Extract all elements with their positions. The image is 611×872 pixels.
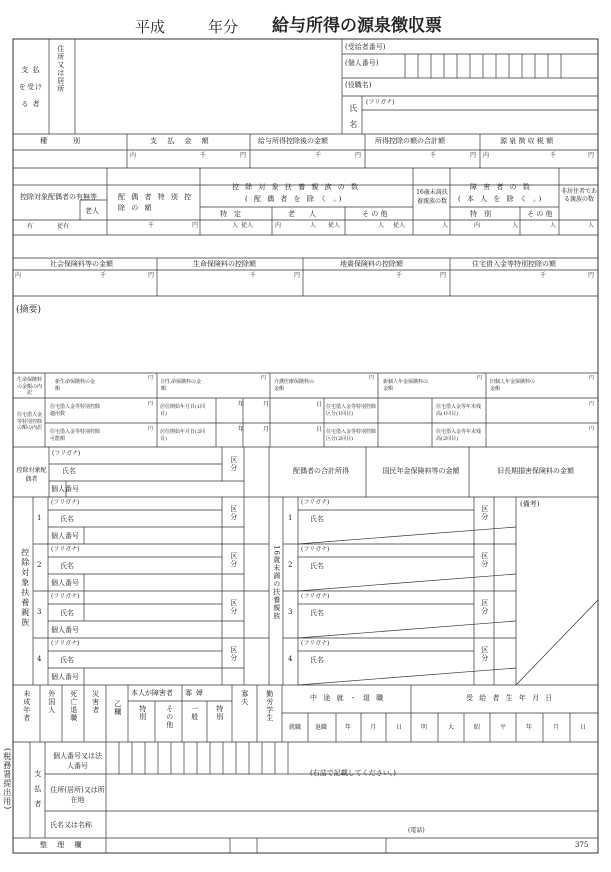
spouse-name-label: 氏名 (62, 467, 76, 475)
kubun-label: 区分 (480, 552, 489, 568)
birth-col: 明 (421, 724, 428, 731)
kubun-label: 区分 (229, 599, 238, 615)
loan-class-1-label: 住宅借入金等特別控除区分(1回目) (326, 404, 377, 417)
spouse-special-label: 配 偶 者 特 別 控 除 の 額 (118, 193, 194, 213)
earthquake-insurance-label: 地震保険料の控除額 (340, 260, 403, 268)
payer-label: 支払者 (33, 770, 42, 815)
era-label: 平成 (135, 18, 166, 36)
social-insurance-label: 社会保険料等の金額 (50, 260, 113, 268)
housing-loan-possible-label: 住宅借入金等特別控除可能額 (50, 429, 101, 442)
dependent-number: 3 (37, 608, 42, 616)
name-label: 氏名 (60, 609, 74, 617)
life-insurance-breakdown-label: 生命保険料の金額の内訳 (16, 377, 42, 396)
disabled-col-other: そ の 他 (527, 210, 553, 218)
right-align-note: (右詰で記載してください。) (310, 769, 396, 777)
pension-label: 国民年金保険料等の金額 (382, 467, 460, 475)
spouse-kubun-label: 区分 (229, 456, 238, 472)
furigana-label: (フリガナ) (301, 499, 330, 506)
value-unit: 千 (148, 222, 155, 229)
unit-label: 円 (355, 152, 362, 159)
dependent-number: 1 (37, 514, 42, 522)
name-label: 氏名 (60, 515, 74, 523)
value-unit: 人 (442, 222, 449, 229)
value-unit: 従有 (57, 223, 70, 230)
name-label: 氏名 (310, 609, 324, 617)
status-widower: 寡夫 (240, 690, 249, 706)
new-pension-insurance-label: 新個人年金保険料の金額 (383, 379, 429, 392)
old-long-insurance-label: 旧長期損害保険料の金額 (497, 467, 574, 475)
unit-label: 円 (261, 375, 267, 381)
unit-label: 内 (130, 152, 137, 159)
furigana-label: (フリガナ) (301, 593, 330, 600)
payer-address-label: 住所(居所)又は所在地 (50, 786, 105, 804)
under16-count-label: 16歳未満扶養親族の数 (416, 189, 448, 205)
loan-balance-2-label: 住宅借入金等年末残高(2回目) (436, 429, 482, 442)
furigana-label: (フリガナ) (51, 499, 80, 506)
disabled-count-label: 障 害 者 の 数 (470, 183, 532, 191)
unit-label: 千 (315, 152, 322, 159)
address-label: 住所又は居所 (56, 45, 65, 93)
kubun-label: 区分 (480, 505, 489, 521)
unit-label: 内 (483, 152, 490, 159)
year-unit: 年 (238, 426, 245, 433)
personal-no-label: 個人番号 (51, 673, 79, 681)
value-unit: 人 (232, 222, 239, 229)
day-unit: 日 (316, 426, 323, 433)
unit-label: 千 (430, 152, 437, 159)
dependent-number: 4 (37, 655, 42, 663)
birth-col: 月 (553, 724, 560, 731)
name-label: 氏名 (60, 656, 74, 664)
furigana-label: (フリガナ) (51, 593, 80, 600)
kubun-label: 区分 (480, 599, 489, 615)
housing-loan-label: 住宅借入金等特別控除の額 (472, 260, 556, 268)
old-pension-insurance-label: 旧個人年金保険料の金額 (490, 379, 536, 392)
remarks-label: (摘要) (16, 305, 42, 315)
value-unit: 人 (310, 222, 317, 229)
value-unit: 人 (588, 222, 595, 229)
footer-label: 整 理 欄 (40, 841, 86, 849)
unit-label: 千 (550, 152, 557, 159)
unit-label: 円 (588, 272, 595, 279)
unit-label: 内 (15, 272, 22, 279)
loan-class-2-label: 住宅借入金等特別控除区分(2回目) (326, 429, 377, 442)
recipient-side-label: 支 払 を受け る 者 (19, 66, 43, 108)
status-self-disabled: 本人が障害者 (131, 689, 173, 697)
employment-label: 中 途 就 ・ 退 職 (310, 694, 386, 702)
value-unit: 従人 (241, 222, 254, 229)
status-death-retirement: 死亡退職 (69, 690, 78, 722)
unit-label: 円 (589, 401, 595, 407)
dependent-number: 4 (288, 655, 293, 663)
loan-balance-1-label: 住宅借入金等年末残高(1回目) (436, 404, 482, 417)
form-title: 給与所得の源泉徴収票 (272, 16, 442, 36)
birth-label: 受 給 者 生 年 月 日 (466, 694, 555, 702)
unit-label: 円 (440, 272, 447, 279)
furigana-label: (フリガナ) (51, 546, 80, 553)
value-unit: 有 (27, 223, 34, 230)
recipient-no-label: (受給者番号) (345, 43, 386, 51)
residence-start-2-label: 居住開始年月日(2回目) (160, 429, 206, 442)
kubun-label: 区分 (229, 552, 238, 568)
name-label: 氏名 (60, 562, 74, 570)
dependent-number: 3 (288, 608, 293, 616)
disabled-count-sub: ( 本 人 を 除 く 。) (458, 195, 544, 203)
nonresident-count-label: 非居住者である親族の数 (561, 188, 598, 204)
income-header-type: 種 別 (40, 137, 84, 145)
birth-col: 大 (448, 724, 455, 731)
biko-label: (備考) (520, 500, 540, 508)
employment-col: 年 (345, 724, 352, 731)
value-unit: 人 (550, 222, 557, 229)
value-unit: 従人 (328, 222, 341, 229)
under16-block-label: 16歳未満の扶養親族 (272, 545, 281, 620)
personal-no-label: (個人番号) (345, 59, 379, 67)
personal-no-label: 個人番号 (51, 579, 79, 587)
kubun-label: 区分 (229, 646, 238, 662)
form-code: 375 (575, 841, 589, 849)
unit-label: 円 (369, 375, 375, 381)
value-unit: 内 (474, 222, 481, 229)
employment-col: 退職 (315, 724, 328, 731)
old-spouse-label: 老人 (85, 207, 99, 215)
birth-col: 年 (526, 724, 533, 731)
personal-no-label: 個人番号 (51, 532, 79, 540)
unit-label: 円 (470, 152, 477, 159)
income-header-deduction-total: 所得控除の額の合計額 (375, 137, 445, 145)
income-header-withholding: 源 泉 徴 収 税 額 (500, 137, 554, 145)
unit-label: 千 (200, 152, 207, 159)
value-unit: 人 (512, 222, 519, 229)
unit-label: 円 (589, 375, 595, 381)
life-insurance-label: 生命保険料の控除額 (193, 260, 256, 268)
tax-office-submission-label: (税務署提出用) (2, 748, 12, 811)
furigana-label: (フリガナ) (301, 546, 330, 553)
spouse-furigana-label: (フリガナ) (52, 450, 81, 457)
residence-start-1-label: 居住開始年月日(1回目) (160, 404, 206, 417)
unit-label: 円 (148, 272, 155, 279)
birth-col: 昭 (474, 724, 481, 731)
kubun-label: 区分 (480, 646, 489, 662)
dependent-number: 2 (288, 561, 293, 569)
dependent-number: 2 (37, 561, 42, 569)
spouse-presence-label: 控除対象配偶者の有無等 (20, 193, 97, 201)
unit-label: 千 (540, 272, 547, 279)
phone-label: (電話) (408, 827, 425, 834)
unit-label: 円 (477, 375, 483, 381)
value-unit: 従人 (393, 222, 406, 229)
status-otsu: 乙欄 (113, 700, 122, 716)
name-label: 氏名 (310, 515, 324, 523)
employment-col: 日 (396, 724, 403, 731)
birth-col: 日 (580, 724, 587, 731)
unit-label: 千 (396, 272, 403, 279)
dependents-count-sub: ( 配 偶 者 を 除 く 。) (245, 195, 344, 203)
status-widow-general: 一般 (190, 705, 199, 721)
income-header-after-deduction: 給与所得控除後の金額 (258, 137, 328, 145)
medical-insurance-label: 介護医療保険料の金額 (274, 379, 315, 392)
status-disaster: 災害者 (91, 690, 100, 714)
spouse-block-label: 控除対象配偶者 (16, 467, 47, 483)
payer-name-label: 氏名又は名称 (50, 821, 92, 829)
dep-col-specific: 特 定 (220, 210, 241, 218)
unit-label: 円 (294, 272, 301, 279)
spouse-income-label: 配偶者の合計所得 (293, 467, 349, 475)
furigana-label: (フリガナ) (51, 640, 80, 647)
new-life-insurance-label: 新生命保険料の金額 (55, 379, 96, 392)
status-widow-special: 特別 (215, 705, 224, 721)
role-label: (役職名) (345, 81, 372, 89)
old-life-insurance-label: 旧生命保険料の金額 (161, 379, 202, 392)
unit-label: 円 (148, 375, 154, 381)
name-label: 氏名 (348, 104, 358, 136)
unit-label: 千 (250, 272, 257, 279)
dependents-block-label: 控除対象扶養親族 (20, 548, 30, 628)
spouse-personal-no-label: 個人番号 (51, 485, 79, 493)
status-working-student: 勤労学生 (265, 690, 274, 722)
disabled-col-special: 特 別 (470, 210, 491, 218)
dependents-count-label: 控 除 対 象 扶 養 親 族 の 数 (232, 183, 361, 191)
unit-label: 円 (148, 426, 154, 432)
day-unit: 日 (316, 401, 323, 408)
birth-col: 平 (500, 724, 507, 731)
payer-number-label: 個人番号又は法人番号 (53, 752, 102, 770)
dependent-number: 1 (288, 514, 293, 522)
housing-loan-breakdown-label: 住宅借入金等特別控除の額の内訳 (16, 412, 42, 431)
kubun-label: 区分 (229, 505, 238, 521)
furigana-label: (フリガナ) (366, 99, 395, 106)
year-unit: 年 (238, 401, 245, 408)
name-label: 氏名 (310, 656, 324, 664)
value-unit: 円 (192, 222, 199, 229)
unit-label: 円 (589, 426, 595, 432)
year-label: 年分 (208, 18, 239, 36)
value-unit: 人 (378, 222, 385, 229)
employment-col: 就職 (289, 724, 302, 731)
unit-label: 千 (100, 272, 107, 279)
dep-col-old: 老 人 (288, 210, 316, 218)
status-widow: 寡婦 (185, 689, 207, 697)
dep-col-other: そ の 他 (362, 210, 388, 218)
month-unit: 月 (263, 426, 270, 433)
value-unit: 内 (275, 222, 282, 229)
unit-label: 円 (240, 152, 247, 159)
status-disabled-other: その他 (165, 705, 174, 729)
personal-no-label: 個人番号 (51, 626, 79, 634)
name-label: 氏名 (310, 562, 324, 570)
status-minor: 未成年者 (22, 690, 31, 722)
employment-col: 月 (370, 724, 377, 731)
status-foreigner: 外国人 (47, 690, 56, 714)
income-header-payment: 支 払 金 額 (150, 137, 213, 145)
month-unit: 月 (263, 401, 270, 408)
housing-loan-count-label: 住宅借入金等特別控除適用数 (50, 404, 101, 417)
furigana-label: (フリガナ) (301, 640, 330, 647)
unit-label: 円 (588, 152, 595, 159)
status-disabled-special: 特別 (138, 705, 147, 721)
unit-label: 円 (148, 401, 154, 407)
